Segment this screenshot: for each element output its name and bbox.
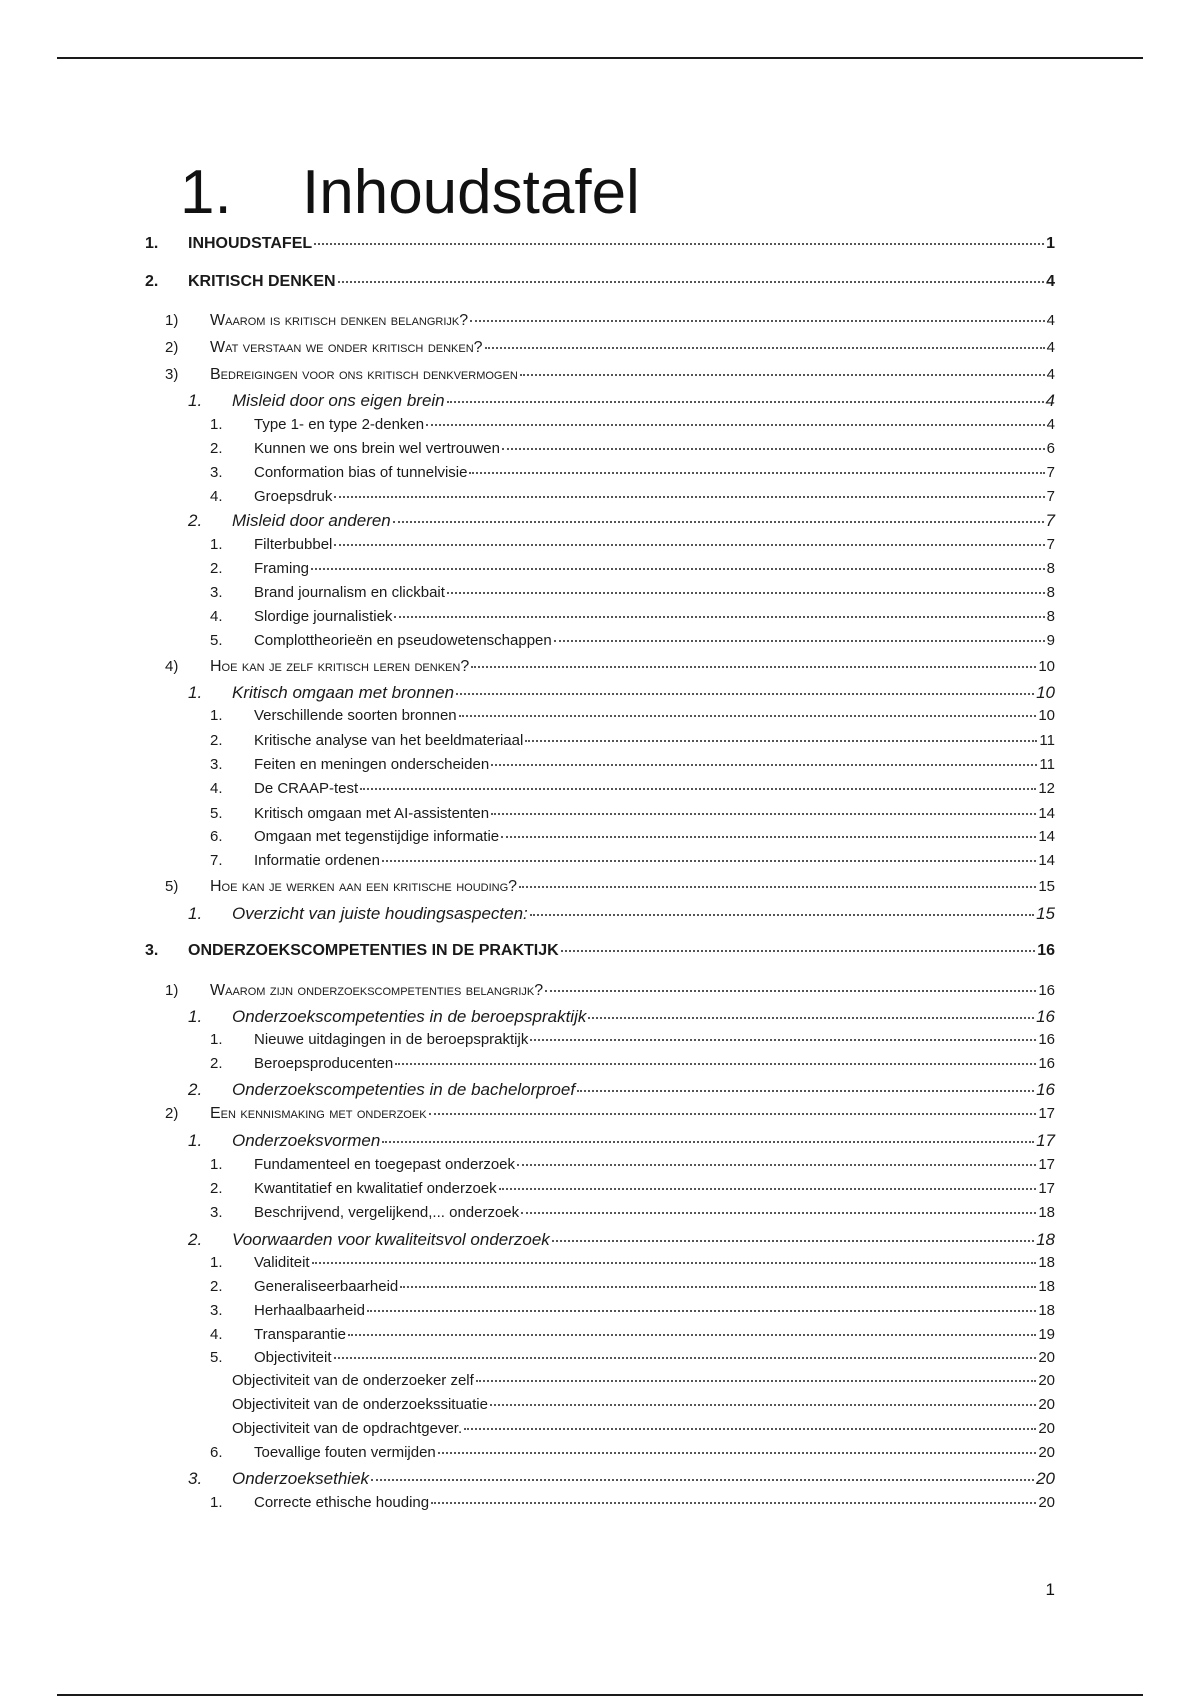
toc-entry-title: Complottheorieën en pseudowetenschappen xyxy=(254,632,552,649)
toc-leader-dots xyxy=(311,568,1045,570)
toc-entry-page: 16 xyxy=(1038,1055,1055,1072)
toc-leader-dots xyxy=(447,401,1044,403)
toc-leader-dots xyxy=(360,788,1036,790)
toc-entry-number: 1. xyxy=(210,1156,223,1173)
toc-entry-number: 3. xyxy=(210,464,223,481)
toc-leader-dots xyxy=(491,764,1037,766)
toc-leader-dots xyxy=(371,1479,1034,1481)
toc-entry-title: Kritisch omgaan met bronnen xyxy=(232,683,455,702)
toc-entry-number: 5. xyxy=(210,805,223,822)
toc-entry-number: 1. xyxy=(210,707,223,724)
toc-leader-dots xyxy=(367,1310,1036,1312)
toc-entry[interactable] xyxy=(0,1105,1200,1123)
toc-leader-dots xyxy=(470,320,1045,322)
toc-entry-page: 4 xyxy=(1046,366,1055,383)
toc-entry[interactable] xyxy=(0,904,1200,924)
toc-leader-dots xyxy=(519,886,1036,888)
toc-entry-number: 1. xyxy=(210,1494,223,1511)
toc-entry-number: 3. xyxy=(210,756,223,773)
toc-entry-page: 14 xyxy=(1038,828,1055,845)
footer-rule xyxy=(57,1694,1143,1696)
toc-leader-dots xyxy=(334,496,1044,498)
toc-entry-page: 15 xyxy=(1036,904,1055,923)
toc-entry-title: Waarom zijn onderzoekscompetenties belangrijk? xyxy=(210,982,544,999)
toc-entry[interactable] xyxy=(0,1230,1200,1250)
toc-entry-number: 2. xyxy=(210,1055,223,1072)
toc-entry-title: Misleid door anderen xyxy=(232,511,391,530)
toc-entry-number: 2) xyxy=(165,339,179,356)
toc-entry-page: 6 xyxy=(1046,440,1055,457)
toc-leader-dots xyxy=(382,860,1036,862)
toc-leader-dots xyxy=(395,1063,1036,1065)
toc-entry-number: 1. xyxy=(210,1254,223,1271)
toc-entry[interactable] xyxy=(0,780,1200,797)
toc-entry-page: 7 xyxy=(1046,536,1055,553)
toc-entry-title: Kritische analyse van het beeldmateriaal xyxy=(254,732,524,749)
toc-leader-dots xyxy=(525,740,1037,742)
toc-entry-number: 1. xyxy=(188,904,203,923)
toc-entry-title: Bedreigingen voor ons kritisch denkvermogen xyxy=(210,366,518,383)
toc-entry[interactable] xyxy=(0,1494,1200,1511)
toc-entry-title: Informatie ordenen xyxy=(254,852,380,869)
toc-entry-number: 1. xyxy=(188,1007,203,1026)
toc-entry[interactable] xyxy=(0,1420,1200,1437)
toc-entry-page: 19 xyxy=(1038,1326,1055,1343)
toc-entry[interactable] xyxy=(0,511,1200,531)
toc-entry-page: 17 xyxy=(1036,1131,1055,1150)
toc-leader-dots xyxy=(464,1428,1036,1430)
toc-entry-number: 4. xyxy=(210,780,223,797)
toc-entry-number: 2. xyxy=(210,732,223,749)
toc-entry-number: 3. xyxy=(210,1302,223,1319)
toc-leader-dots xyxy=(588,1017,1034,1019)
toc-entry-title: Filterbubbel xyxy=(254,536,333,553)
toc-entry-title: Objectiviteit xyxy=(254,1349,332,1366)
toc-entry-title: INHOUDSTAFEL xyxy=(188,235,313,252)
toc-entry-page: 14 xyxy=(1038,805,1055,822)
toc-leader-dots xyxy=(314,243,1044,245)
toc-entry-title: Kritisch omgaan met AI-assistenten xyxy=(254,805,490,822)
toc-entry-number: 1. xyxy=(210,1031,223,1048)
toc-entry-title: Kunnen we ons brein wel vertrouwen xyxy=(254,440,500,457)
toc-leader-dots xyxy=(338,281,1045,283)
toc-leader-dots xyxy=(459,715,1037,717)
toc-entry-number: 1. xyxy=(210,416,223,433)
toc-leader-dots xyxy=(429,1113,1037,1115)
toc-entry-title: Transparantie xyxy=(254,1326,346,1343)
toc-entry-page: 16 xyxy=(1036,1080,1055,1099)
toc-entry-number: 1) xyxy=(165,982,179,999)
toc-entry[interactable] xyxy=(0,732,1200,749)
toc-leader-dots xyxy=(485,347,1045,349)
toc-entry-number: 5. xyxy=(210,1349,223,1366)
toc-entry-title: Type 1- en type 2-denken xyxy=(254,416,425,433)
toc-entry-number: 3. xyxy=(210,1204,223,1221)
toc-entry[interactable] xyxy=(0,1444,1200,1461)
toc-entry-number: 2. xyxy=(188,1080,203,1099)
toc-entry-number: 2. xyxy=(188,1230,203,1249)
toc-entry-page: 4 xyxy=(1046,312,1055,329)
toc-leader-dots xyxy=(521,1212,1036,1214)
toc-entry-page: 4 xyxy=(1046,339,1055,356)
toc-entry-title: Hoe kan je zelf kritisch leren denken? xyxy=(210,658,470,675)
toc-entry-title: Herhaalbaarheid xyxy=(254,1302,365,1319)
toc-leader-dots xyxy=(394,616,1044,618)
toc-leader-dots xyxy=(382,1141,1034,1143)
toc-entry[interactable] xyxy=(0,1131,1200,1151)
toc-entry-number: 2. xyxy=(188,511,203,530)
toc-leader-dots xyxy=(491,813,1036,815)
toc-leader-dots xyxy=(545,990,1036,992)
toc-leader-dots xyxy=(438,1452,1037,1454)
toc-entry-page: 10 xyxy=(1036,683,1055,702)
toc-entry-page: 7 xyxy=(1046,464,1055,481)
toc-entry-title: Objectiviteit van de opdrachtgever. xyxy=(232,1420,463,1437)
toc-entry[interactable] xyxy=(0,1007,1200,1027)
toc-entry-title: Nieuwe uitdagingen in de beroepspraktijk xyxy=(254,1031,529,1048)
toc-leader-dots xyxy=(499,1188,1037,1190)
toc-entry-page: 10 xyxy=(1038,658,1055,675)
toc-entry-number: 1. xyxy=(145,235,159,252)
toc-entry-number: 3) xyxy=(165,366,179,383)
toc-entry-title: Omgaan met tegenstijdige informatie xyxy=(254,828,500,845)
toc-entry[interactable] xyxy=(0,366,1200,384)
toc-entry[interactable] xyxy=(0,982,1200,1000)
toc-entry-title: Correcte ethische houding xyxy=(254,1494,430,1511)
toc-entry[interactable] xyxy=(0,1031,1200,1048)
toc-entry-page: 16 xyxy=(1036,1007,1055,1026)
toc-entry-title: Conformation bias of tunnelvisie xyxy=(254,464,468,481)
toc-entry-page: 16 xyxy=(1038,1031,1055,1048)
toc-entry-number: 6. xyxy=(210,1444,223,1461)
toc-entry-title: Beschrijvend, vergelijkend,... onderzoek xyxy=(254,1204,520,1221)
toc-entry-page: 14 xyxy=(1038,852,1055,869)
toc-entry-page: 15 xyxy=(1038,878,1055,895)
toc-leader-dots xyxy=(393,521,1044,523)
toc-entry-number: 5) xyxy=(165,878,179,895)
toc-entry-page: 12 xyxy=(1038,780,1055,797)
toc-entry[interactable] xyxy=(0,1396,1200,1413)
toc-entry-page: 18 xyxy=(1038,1302,1055,1319)
toc-entry-number: 1. xyxy=(188,683,203,702)
toc-leader-dots xyxy=(520,374,1045,376)
toc-leader-dots xyxy=(400,1286,1036,1288)
toc-entry-page: 9 xyxy=(1046,632,1055,649)
toc-entry[interactable] xyxy=(0,1156,1200,1173)
toc-leader-dots xyxy=(501,836,1036,838)
toc-entry[interactable] xyxy=(0,416,1200,433)
toc-entry-number: 4) xyxy=(165,658,179,675)
toc-entry-page: 8 xyxy=(1046,584,1055,601)
toc-leader-dots xyxy=(348,1334,1036,1336)
toc-leader-dots xyxy=(530,1039,1036,1041)
toc-entry[interactable] xyxy=(0,1349,1200,1366)
toc-entry-number: 2. xyxy=(145,273,159,290)
toc-entry-number: 1. xyxy=(188,1131,203,1150)
page-number: 1 xyxy=(1045,1580,1055,1599)
toc-leader-dots xyxy=(554,640,1045,642)
toc-entry-title: Misleid door ons eigen brein xyxy=(232,391,445,410)
toc-entry-title: Framing xyxy=(254,560,310,577)
toc-entry[interactable] xyxy=(0,1278,1200,1295)
toc-entry-number: 3. xyxy=(210,584,223,601)
toc-entry-page: 8 xyxy=(1046,608,1055,625)
toc-entry-title: Slordige journalistiek xyxy=(254,608,393,625)
toc-entry-number: 1) xyxy=(165,312,179,329)
toc-leader-dots xyxy=(552,1240,1034,1242)
toc-entry-number: 1. xyxy=(210,536,223,553)
toc-entry-number: 2. xyxy=(210,440,223,457)
toc-entry[interactable] xyxy=(0,828,1200,845)
toc-entry-title: Objectiviteit van de onderzoekssituatie xyxy=(232,1396,488,1413)
toc-entry-title: Toevallige fouten vermijden xyxy=(254,1444,436,1461)
page-title-text: Inhoudstafel xyxy=(302,158,640,227)
toc-entry[interactable] xyxy=(0,942,1200,960)
toc-entry-title: Overzicht van juiste houdingsaspecten: xyxy=(232,904,528,923)
toc-entry-number: 1. xyxy=(188,391,203,410)
toc-entry-title: Onderzoekscompetenties in de beroepspraktijk xyxy=(232,1007,587,1026)
toc-leader-dots xyxy=(490,1404,1036,1406)
toc-entry[interactable] xyxy=(0,1469,1200,1489)
toc-entry-title: Fundamenteel en toegepast onderzoek xyxy=(254,1156,516,1173)
toc-entry[interactable] xyxy=(0,1302,1200,1319)
toc-entry[interactable] xyxy=(0,312,1200,330)
toc-entry-number: 2. xyxy=(210,1180,223,1197)
toc-entry-page: 10 xyxy=(1038,707,1055,724)
toc-leader-dots xyxy=(577,1090,1034,1092)
toc-entry-title: Onderzoeksvormen xyxy=(232,1131,381,1150)
toc-entry[interactable] xyxy=(0,852,1200,869)
toc-entry[interactable] xyxy=(0,560,1200,577)
toc-entry-page: 18 xyxy=(1036,1230,1055,1249)
toc-entry-page: 20 xyxy=(1038,1444,1055,1461)
toc-leader-dots xyxy=(431,1502,1036,1504)
toc-entry[interactable] xyxy=(0,608,1200,625)
toc-entry-page: 4 xyxy=(1045,391,1055,410)
toc-entry-page: 20 xyxy=(1038,1396,1055,1413)
toc-entry-page: 4 xyxy=(1046,273,1055,290)
toc-entry-title: Groepsdruk xyxy=(254,488,333,505)
toc-entry-title: Hoe kan je werken aan een kritische houding? xyxy=(210,878,518,895)
toc-entry[interactable] xyxy=(0,440,1200,457)
toc-entry-title: Verschillende soorten bronnen xyxy=(254,707,457,724)
toc-entry[interactable] xyxy=(0,488,1200,505)
toc-entry-page: 18 xyxy=(1038,1204,1055,1221)
toc-entry-page: 7 xyxy=(1046,488,1055,505)
toc-entry-title: Een kennismaking met onderzoek xyxy=(210,1105,427,1122)
toc-entry[interactable] xyxy=(0,878,1200,896)
toc-entry-page: 17 xyxy=(1038,1180,1055,1197)
toc-entry[interactable] xyxy=(0,391,1200,411)
toc-entry-title: Brand journalism en clickbait xyxy=(254,584,445,601)
toc-entry-page: 4 xyxy=(1046,416,1055,433)
toc-entry-title: Feiten en meningen onderscheiden xyxy=(254,756,490,773)
toc-entry-page: 17 xyxy=(1038,1105,1055,1122)
toc-entry-page: 17 xyxy=(1038,1156,1055,1173)
toc-entry-page: 20 xyxy=(1036,1469,1055,1488)
toc-entry-title: Onderzoekscompetenties in de bachelorproef xyxy=(232,1080,576,1099)
toc-entry[interactable] xyxy=(0,632,1200,649)
toc-leader-dots xyxy=(502,448,1045,450)
toc-entry-page: 20 xyxy=(1038,1420,1055,1437)
toc-entry-page: 16 xyxy=(1037,942,1055,959)
toc-entry-number: 3. xyxy=(145,942,159,959)
toc-entry[interactable] xyxy=(0,273,1200,291)
toc-entry-number: 4. xyxy=(210,488,223,505)
toc-entry[interactable] xyxy=(0,1055,1200,1072)
toc-entry[interactable] xyxy=(0,339,1200,357)
toc-entry-number: 7. xyxy=(210,852,223,869)
toc-entry-title: Waarom is kritisch denken belangrijk? xyxy=(210,312,469,329)
toc-entry[interactable] xyxy=(0,658,1200,676)
toc-entry-page: 20 xyxy=(1038,1494,1055,1511)
toc-entry[interactable] xyxy=(0,464,1200,481)
toc-leader-dots xyxy=(469,472,1044,474)
toc-entry[interactable] xyxy=(0,1180,1200,1197)
toc-entry-page: 20 xyxy=(1038,1372,1055,1389)
toc-entry-title: De CRAAP-test xyxy=(254,780,359,797)
toc-leader-dots xyxy=(447,592,1045,594)
toc-entry-number: 6. xyxy=(210,828,223,845)
toc-entry[interactable] xyxy=(0,1372,1200,1389)
toc-entry[interactable] xyxy=(0,707,1200,724)
toc-entry-title: Wat verstaan we onder kritisch denken? xyxy=(210,339,483,356)
toc-entry[interactable] xyxy=(0,683,1200,703)
toc-leader-dots xyxy=(561,950,1036,952)
toc-entry-title: Generaliseerbaarheid xyxy=(254,1278,399,1295)
toc-leader-dots xyxy=(471,666,1036,668)
toc-entry[interactable] xyxy=(0,584,1200,601)
toc-entry[interactable] xyxy=(0,1080,1200,1100)
toc-entry-number: 5. xyxy=(210,632,223,649)
toc-entry-title: Onderzoeksethiek xyxy=(232,1469,370,1488)
toc-entry[interactable] xyxy=(0,536,1200,553)
toc-leader-dots xyxy=(517,1164,1036,1166)
toc-entry[interactable] xyxy=(0,805,1200,822)
toc-entry-page: 1 xyxy=(1046,235,1055,252)
toc-leader-dots xyxy=(334,544,1044,546)
toc-entry-title: KRITISCH DENKEN xyxy=(188,273,336,290)
toc-entry-number: 4. xyxy=(210,608,223,625)
toc-entry[interactable] xyxy=(0,235,1200,253)
toc-entry-title: Objectiviteit van de onderzoeker zelf xyxy=(232,1372,474,1389)
toc-entry-number: 2. xyxy=(210,1278,223,1295)
toc-leader-dots xyxy=(456,693,1034,695)
toc-leader-dots xyxy=(476,1380,1037,1382)
toc-entry-page: 20 xyxy=(1038,1349,1055,1366)
toc-entry-title: ONDERZOEKSCOMPETENTIES IN DE PRAKTIJK xyxy=(188,942,559,959)
toc-entry-page: 16 xyxy=(1038,982,1055,999)
toc-entry-title: Voorwaarden voor kwaliteitsvol onderzoek xyxy=(232,1230,550,1249)
toc-leader-dots xyxy=(312,1262,1037,1264)
toc-entry-number: 2) xyxy=(165,1105,179,1122)
page-title-number: 1. xyxy=(180,158,232,227)
toc-entry-number: 2. xyxy=(210,560,223,577)
toc-entry-title: Kwantitatief en kwalitatief onderzoek xyxy=(254,1180,497,1197)
toc-entry[interactable] xyxy=(0,1204,1200,1221)
toc-entry-number: 4. xyxy=(210,1326,223,1343)
toc-entry-page: 11 xyxy=(1039,756,1055,773)
toc-entry-number: 3. xyxy=(188,1469,203,1488)
toc-entry[interactable] xyxy=(0,756,1200,773)
toc-leader-dots xyxy=(530,914,1034,916)
toc-leader-dots xyxy=(426,424,1045,426)
toc-entry-title: Validiteit xyxy=(254,1254,310,1271)
toc-entry-title: Beroepsproducenten xyxy=(254,1055,394,1072)
toc-leader-dots xyxy=(334,1357,1037,1359)
toc-entry[interactable] xyxy=(0,1326,1200,1343)
toc-entry-page: 18 xyxy=(1038,1254,1055,1271)
toc-entry[interactable] xyxy=(0,1254,1200,1271)
toc-entry-page: 18 xyxy=(1038,1278,1055,1295)
toc-entry-page: 7 xyxy=(1045,511,1055,530)
toc-entry-page: 8 xyxy=(1046,560,1055,577)
toc-entry-page: 11 xyxy=(1039,732,1055,749)
